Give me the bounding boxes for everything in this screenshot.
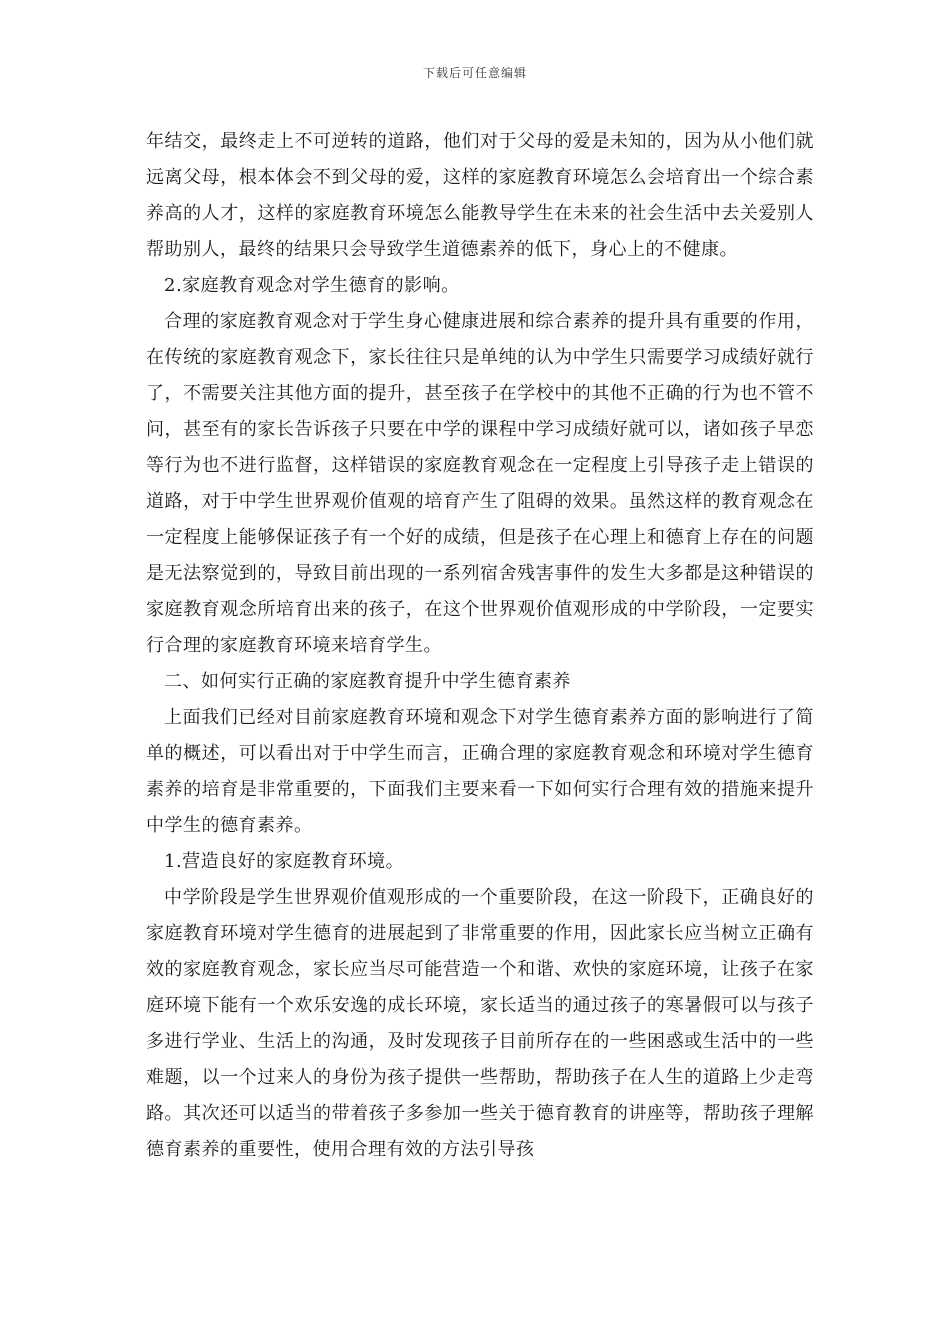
paragraph-family-concept: 合理的家庭教育观念对于学生身心健康进展和综合素养的提升具有重要的作用，在传统的家庭教育观念下，家长往往只是单纯的认为中学生只需要学习成绩好就行了，不需要关注其他方面的提升，甚至孩子在学校中的其他不正确的行为也不管不问，甚至有的家长告诉孩子只要在中学的课程中学习成绩好就可以，诸如孩子早恋等行为也不进行监督，这样错误的家庭教育观念在一定程度上引导孩子走上错误的道路，对于中学生世界观价值观的培育产生了阻碍的效果。虽然这样的教育观念在一定程度上能够保证孩子有一个好的成绩，但是孩子在心理上和德育上存在的问题是无法察觉到的，导致目前出现的一系列宿舍残害事件的发生大多都是这种错误的家庭教育观念所培育出来的孩子，在这个世界观价值观形成的中学阶段，一定要实行合理的家庭教育环境来培育学生。	[146, 311, 814, 656]
paragraph-environment: 中学阶段是学生世界观价值观形成的一个重要阶段，在这一阶段下，正确良好的家庭教育环境对学生德育的进展起到了非常重要的作用，因此家长应当树立正确有效的家庭教育观念，家长应当尽可能营造一个和谐、欢快的家庭环境，让孩子在家庭环境下能有一个欢乐安逸的成长环境，家长适当的通过孩子的寒暑假可以与孩子多进行学业、生活上的沟通，及时发现孩子目前所存在的一些困惑或生活中的一些难题，以一个过来人的身份为孩子提供一些帮助，帮助孩子在人生的道路上少走弯路。其次还可以适当的带着孩子多参加一些关于德育教育的讲座等，帮助孩子理解德育素养的重要性，使用合理有效的方法引导孩	[146, 887, 814, 1160]
subheading-environment: 1.营造良好的家庭教育环境。	[164, 851, 405, 872]
document-body	[146, 124, 814, 1168]
subheading-family-concept: 2.家庭教育观念对学生德育的影响。	[164, 275, 460, 296]
paragraph-continued: 年结交，最终走上不可逆转的道路，他们对于父母的爱是未知的，因为从小他们就远离父母，根本体会不到父母的爱，这样的家庭教育环境怎么会培育出一个综合素养高的人才，这样的家庭教育环境怎么能教导学生在未来的社会生活中去关爱别人帮助别人，最终的结果只会导致学生道德素养的低下，身心上的不健康。	[146, 131, 814, 260]
page-header: 下载后可任意编辑	[422, 66, 527, 80]
paragraph-overview: 上面我们已经对目前家庭教育环境和观念下对学生德育素养方面的影响进行了简单的概述，可以看出对于中学生而言，正确合理的家庭教育观念和环境对学生德育素养的培育是非常重要的，下面我们主要来看一下如何实行合理有效的措施来提升中学生的德育素养。	[146, 707, 814, 836]
section-heading-two: 二、如何实行正确的家庭教育提升中学生德育素养	[164, 671, 571, 692]
